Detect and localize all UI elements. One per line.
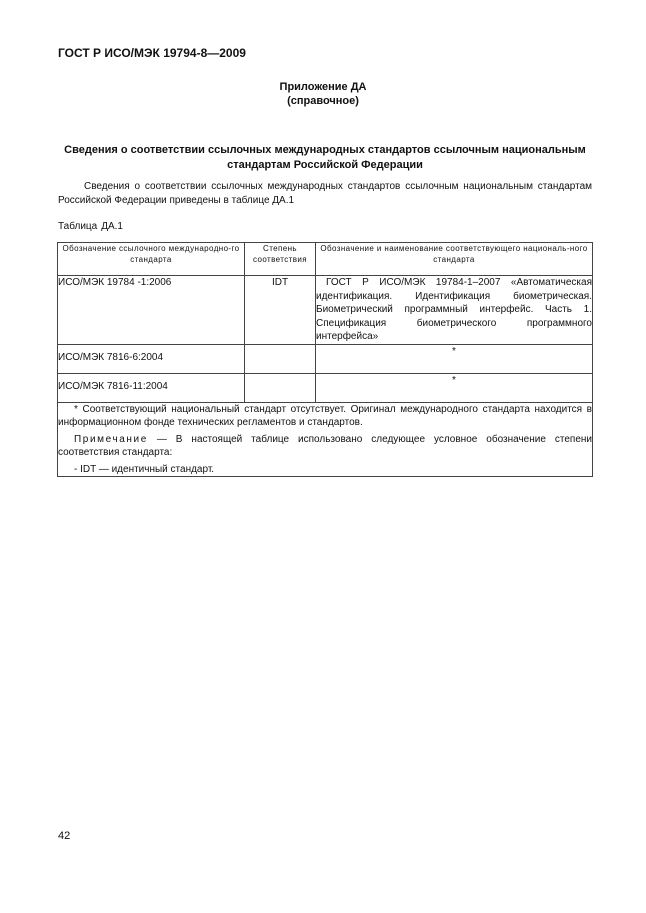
section-title [60,143,590,173]
document-id: ГОСТ Р ИСО/МЭК 19794-8—2009 [58,46,246,60]
cell-degree [245,344,316,373]
table-row [58,373,593,402]
cell-ref: ИСО/МЭК 7816-11:2004 [58,373,245,402]
appendix-heading [0,80,646,108]
note-text: — В настоящей таблице использовано следующее условное обозначение степени соответствия стандарта: [58,433,592,458]
header-international-standard: Обозначение ссылочного международно-го стандарта [58,243,245,276]
table-label-word: Таблица [58,221,98,232]
section-title-line-1: Сведения о соответствии ссылочных международных стандартов ссылочным национальным [64,144,586,156]
table-header-row [58,243,593,276]
table-notes-row [58,402,593,476]
note [58,433,592,459]
header-national-standard: Обозначение и наименование соответствующего националь-ного стандарта [316,243,593,276]
appendix-subtitle: (справочное) [287,95,359,107]
appendix-title: Приложение ДА [279,81,367,93]
page-number: 42 [58,830,71,842]
note-label: Примечание [74,433,148,445]
table-row [58,276,593,345]
table-label [58,221,123,232]
correspondence-table [57,242,593,477]
intro-paragraph: Сведения о соответствии ссылочных международных стандартов ссылочным национальным стандартам Российской Федерации приведены в таблице ДА.1 [58,181,592,206]
footnote: * Соответствующий национальный стандарт отсутствует. Оригинал международного стандарта находится в информационном фонде технических регламентов и стандартов. [58,403,592,428]
header-degree: Степень соответствия [245,243,316,276]
table-row [58,344,593,373]
table-notes [58,402,593,476]
legend: - IDT — идентичный стандарт. [74,463,215,475]
cell-degree: IDT [245,276,316,345]
cell-ref: ИСО/МЭК 7816-6:2004 [58,344,245,373]
cell-degree [245,373,316,402]
section-title-line-2: стандартам Российской Федерации [227,159,423,171]
cell-national: ГОСТ Р ИСО/МЭК 19784-1–2007 «Автоматическая идентификация. Идентификация биометрическая. Биометрический программный интерфейс. Часть 1. Спецификация биометрического программного интерфейса» [316,277,592,342]
cell-ref: ИСО/МЭК 19784 -1:2006 [58,276,245,345]
cell-national: * [316,344,593,373]
table-label-number: ДА.1 [101,221,123,232]
cell-national: * [316,373,593,402]
